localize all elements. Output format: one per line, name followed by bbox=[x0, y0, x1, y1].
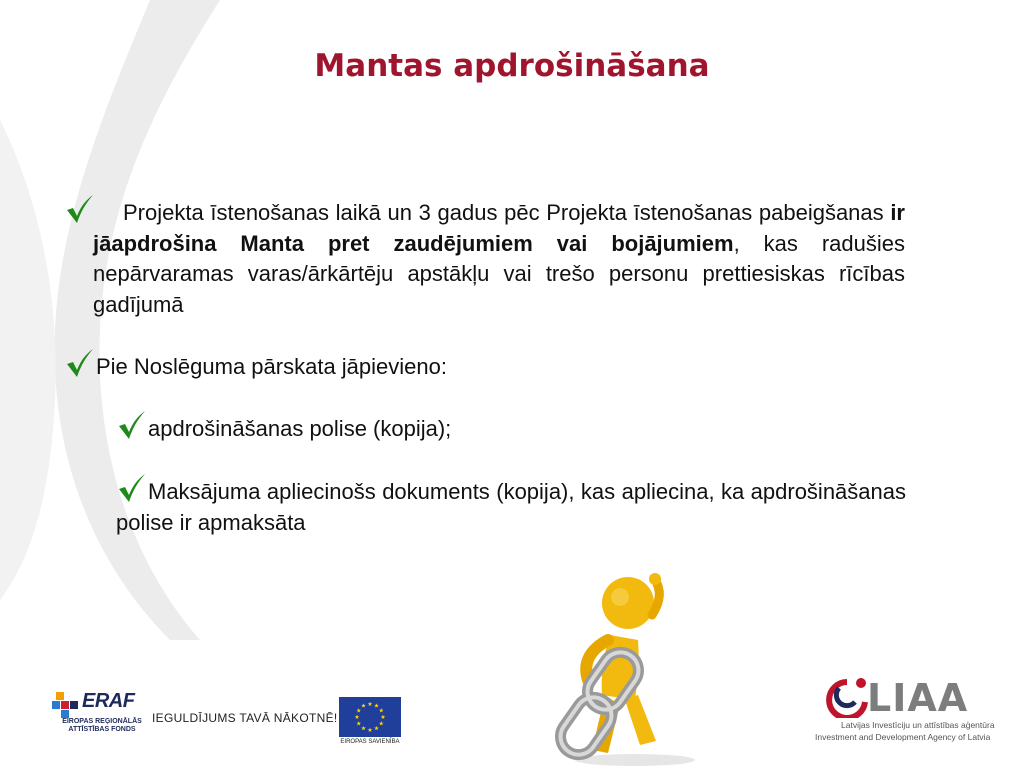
subbullet-policy-copy bbox=[116, 410, 906, 445]
chain-figure-illustration bbox=[540, 555, 710, 768]
liaa-logo bbox=[815, 676, 995, 746]
liaa-line1: Latvijas Investīciju un attīstības aģentūra bbox=[841, 720, 995, 730]
liaa-mark bbox=[821, 676, 873, 718]
subbullet-payment-document bbox=[116, 473, 906, 538]
liaa-logo-text: LIAA bbox=[867, 676, 969, 720]
bullet-attach-to-report bbox=[64, 348, 905, 383]
bullet-text-bold: ir jāapdrošina Manta pret zaudējumiem vai bojājumiem bbox=[93, 200, 905, 256]
eraf-subtitle-line1: EIROPAS REĢIONĀLĀS bbox=[62, 718, 142, 725]
bullet-text bbox=[64, 198, 905, 320]
check-icon bbox=[116, 410, 146, 440]
eraf-subtitle-line2: ATTĪSTĪBAS FONDS bbox=[68, 726, 136, 733]
slogan: IEGULDĪJUMS TAVĀ NĀKOTNĒ! bbox=[152, 711, 338, 725]
eraf-logo-text: ERAF bbox=[82, 690, 135, 712]
bullet-text: Pie Noslēguma pārskata jāpievieno: bbox=[96, 354, 447, 379]
eu-flag bbox=[339, 697, 401, 737]
check-icon bbox=[116, 473, 146, 503]
bullet-insurance-requirement bbox=[64, 194, 905, 320]
bullet-text: apdrošināšanas polise (kopija); bbox=[148, 416, 452, 441]
bullet-text-part1: Projekta īstenošanas laikā un 3 gadus pēc Projekta īstenošanas pabeigšanas bbox=[123, 200, 891, 225]
liaa-line2: Investment and Development Agency of Latvia bbox=[815, 732, 991, 742]
check-icon bbox=[64, 194, 94, 224]
check-icon bbox=[64, 348, 94, 378]
page-title: Mantas apdrošināšana bbox=[314, 48, 710, 84]
eu-caption: EIROPAS SAVIENĪBA bbox=[340, 739, 400, 745]
eraf-logo bbox=[52, 690, 152, 744]
eraf-subtitle bbox=[52, 718, 152, 734]
bullet-text-part2: , kas radušies nepārvaramas varas/ārkārtēju apstākļu vai trešo personu prettiesiskas rīcības gadījumā bbox=[93, 230, 905, 317]
bullet-text: Maksājuma apliecinošs dokuments (kopija), kas apliecina, ka apdrošināšanas polise ir apmaksāta bbox=[116, 479, 906, 535]
eraf-mark bbox=[52, 692, 82, 718]
